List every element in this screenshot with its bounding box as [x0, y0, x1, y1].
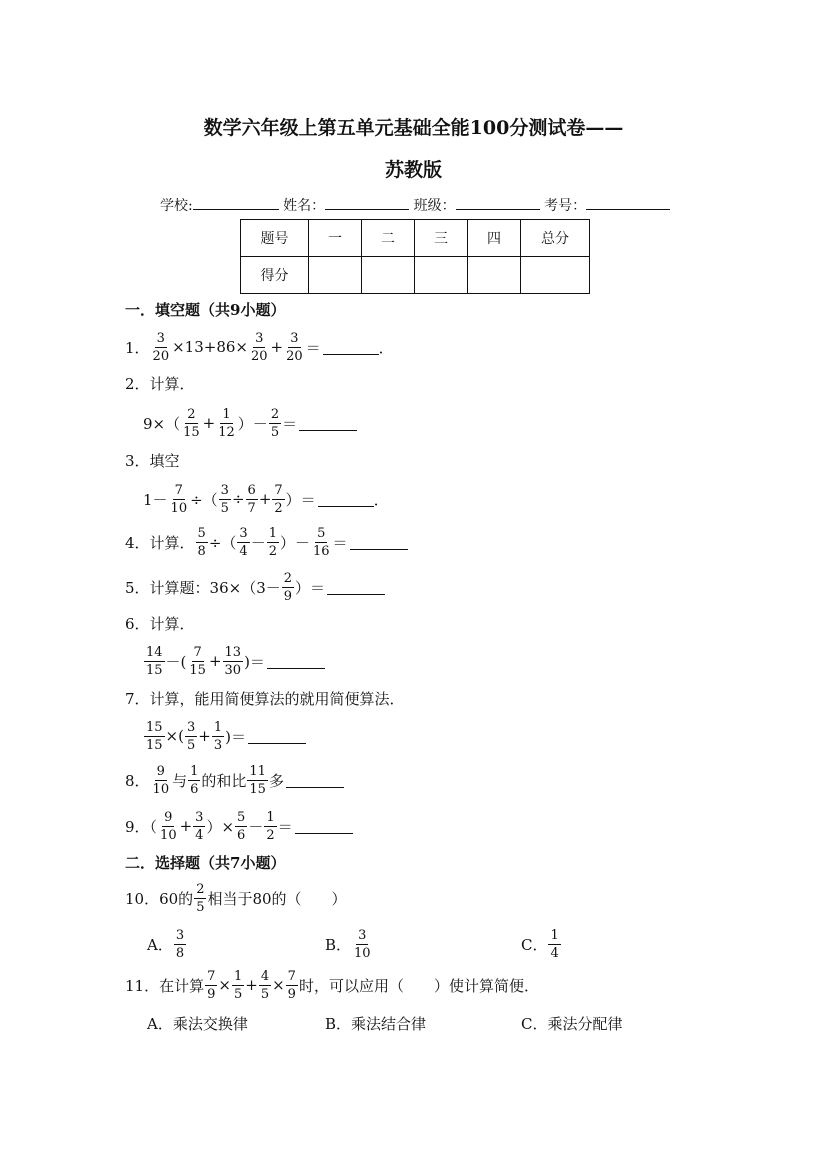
- answer-blank[interactable]: [248, 729, 306, 744]
- fraction: $\frac{2}{9}$: [283, 570, 293, 604]
- section-1-heading: 一．填空题（共9小题）: [125, 301, 286, 319]
- option-label: B．: [325, 935, 352, 954]
- fraction: $\frac{3}{4}$: [195, 809, 204, 843]
- q4-text: ）－: [279, 533, 310, 552]
- fraction: $\frac{15}{15}$: [146, 719, 163, 753]
- fraction: $\frac{3}{5}$: [220, 482, 229, 516]
- answer-blank[interactable]: [350, 535, 408, 550]
- question-1: [125, 327, 394, 367]
- fraction: $\frac{4}{5}$: [260, 968, 270, 1002]
- fraction: $\frac{7}{2}$: [274, 482, 283, 516]
- fraction: $\frac{1}{12}$: [218, 406, 235, 440]
- fraction: $\frac{5}{16}$: [313, 525, 330, 559]
- fraction: $\frac{3}{4}$: [239, 525, 248, 559]
- q10-text: 相当于80的（ ）: [207, 889, 347, 908]
- q8-text: 多: [268, 771, 284, 790]
- fraction: $\frac{1}{6}$: [190, 763, 199, 797]
- question-3: [143, 479, 389, 519]
- school-label: 学校:: [160, 198, 193, 214]
- question-5: [125, 567, 385, 607]
- question-11: [125, 965, 539, 1005]
- q3-text: ）＝: [285, 490, 316, 509]
- q11-text: ×: [218, 976, 231, 994]
- score-table-header: 四: [468, 220, 521, 257]
- q4-text: －: [250, 533, 266, 552]
- fraction: $\frac{3}{20}$: [250, 330, 268, 364]
- fraction: $\frac{7}{9}$: [207, 968, 216, 1002]
- score-cell[interactable]: [309, 257, 362, 294]
- fraction: $\frac{7}{10}$: [170, 482, 188, 516]
- fraction: $\frac{6}{7}$: [247, 482, 256, 516]
- q11-text: 时，可以应用（ ）使计算简便．: [298, 976, 539, 995]
- q2-text: ＝: [282, 414, 298, 433]
- q9-text: －: [248, 817, 264, 836]
- fraction: $\frac{1}{5}$: [233, 968, 243, 1002]
- q3-text: ÷: [231, 490, 245, 508]
- q11-option-c[interactable]: C．乘法分配律: [521, 1015, 623, 1033]
- q1-text: ＝: [305, 338, 321, 357]
- question-7: [143, 716, 306, 756]
- q8-text: 与: [172, 771, 188, 790]
- fraction: $\frac{3}{20}$: [152, 330, 170, 364]
- q9-text: ）×: [206, 817, 235, 836]
- q11-option-a[interactable]: A．乘法交换律: [147, 1015, 248, 1033]
- fraction: $\frac{13}{30}$: [224, 644, 242, 678]
- score-table-header: 题号: [241, 220, 309, 257]
- q4-text: ÷（: [208, 533, 237, 552]
- q9-text: ＝: [277, 817, 293, 836]
- fraction: $\frac{14}{15}$: [146, 644, 163, 678]
- fraction: $\frac{3}{5}$: [186, 719, 196, 753]
- fraction: $\frac{9}{10}$: [160, 809, 177, 843]
- answer-blank[interactable]: [327, 580, 385, 595]
- school-field[interactable]: [193, 195, 279, 210]
- q3-text: ．: [373, 490, 389, 509]
- q11-option-b[interactable]: B．乘法结合律: [325, 1015, 427, 1033]
- question-7-text: 7．计算，能用简便算法的就用简便算法．: [125, 690, 405, 708]
- q7-text: +: [198, 727, 211, 745]
- q1-text: ×13+86×: [172, 338, 248, 356]
- answer-blank[interactable]: [318, 492, 374, 507]
- fraction: $\frac{7}{9}$: [287, 968, 296, 1002]
- fraction: $\frac{5}{6}$: [237, 809, 246, 843]
- question-9: [125, 806, 353, 846]
- option-label: C．: [521, 935, 548, 954]
- score-row-label: 得分: [241, 257, 309, 294]
- score-table-header-row: [241, 220, 590, 257]
- fraction: $\frac{5}{8}$: [197, 525, 206, 559]
- score-table-header: 二: [362, 220, 415, 257]
- score-table-header: 一: [309, 220, 362, 257]
- fraction: $\frac{3}{10}$: [354, 927, 371, 961]
- q10-option-c[interactable]: [521, 924, 562, 964]
- question-6-text: 6．计算．: [125, 615, 195, 633]
- score-table-score-row: [241, 257, 590, 294]
- page-subtitle: 苏教版: [384, 159, 442, 181]
- q10-option-b[interactable]: [325, 924, 374, 964]
- fraction: $\frac{3}{20}$: [286, 330, 303, 364]
- q8-number: 8．: [125, 771, 150, 790]
- option-label: A．: [147, 935, 173, 954]
- question-6: [143, 641, 325, 681]
- q7-text: )＝: [225, 727, 246, 746]
- answer-blank[interactable]: [295, 819, 353, 834]
- q8-text: 的和比: [201, 771, 247, 790]
- name-field[interactable]: [325, 195, 409, 210]
- q7-text: ×(: [165, 727, 184, 745]
- score-cell[interactable]: [362, 257, 415, 294]
- q4-text: ＝: [332, 533, 348, 552]
- student-info-line: [160, 195, 670, 215]
- fraction: $\frac{2}{15}$: [183, 406, 200, 440]
- fraction: $\frac{9}{10}$: [152, 763, 170, 797]
- score-table-header: 三: [415, 220, 468, 257]
- class-label: 班级：: [413, 198, 456, 214]
- q3-text: 1－: [143, 490, 168, 509]
- score-cell[interactable]: [521, 257, 590, 294]
- q2-text: ）－: [237, 414, 268, 433]
- score-cell[interactable]: [415, 257, 468, 294]
- question-2: [143, 403, 357, 443]
- question-8: [125, 760, 344, 800]
- fraction: $\frac{11}{15}$: [249, 763, 266, 797]
- fraction: $\frac{2}{5}$: [196, 881, 205, 915]
- score-table: [240, 219, 590, 294]
- q9-text: +: [179, 817, 193, 835]
- q2-text: +: [202, 414, 216, 432]
- name-label: 姓名：: [283, 198, 326, 214]
- fraction: $\frac{1}{2}$: [268, 525, 277, 559]
- q6-text: －(: [165, 652, 187, 671]
- q6-text: +: [208, 652, 222, 670]
- fraction: $\frac{2}{5}$: [270, 406, 280, 440]
- answer-blank[interactable]: [286, 773, 344, 788]
- question-2-text: 2．计算．: [125, 375, 195, 393]
- q1-number: 1．: [125, 338, 150, 357]
- answer-blank[interactable]: [267, 654, 325, 669]
- score-table-header: 总分: [521, 220, 590, 257]
- exam-no-label: 考号：: [544, 198, 587, 214]
- q2-text: 9×（: [143, 414, 181, 433]
- q3-text: ÷（: [190, 490, 218, 509]
- page-title: 数学六年级上第五单元基础全能100分测试卷——: [203, 117, 624, 139]
- q3-text: +: [258, 490, 272, 508]
- q11-text: +: [245, 976, 258, 994]
- q11-text: 11．在计算: [125, 976, 205, 995]
- answer-blank[interactable]: [323, 340, 379, 355]
- q11-text: ×: [272, 976, 285, 994]
- score-cell[interactable]: [468, 257, 521, 294]
- fraction: $\frac{3}{8}$: [175, 927, 185, 961]
- question-10: [125, 878, 347, 918]
- fraction: $\frac{1}{3}$: [213, 719, 223, 753]
- section-2-heading: 二．选择题（共7小题）: [125, 854, 286, 872]
- q1-text: +: [270, 338, 284, 356]
- fraction: $\frac{1}{2}$: [266, 809, 275, 843]
- class-field[interactable]: [456, 195, 540, 210]
- q5-text: 5．计算题：36×（3－: [125, 578, 281, 597]
- fraction: $\frac{7}{15}$: [189, 644, 206, 678]
- q9-number: 9．（: [125, 817, 158, 836]
- q10-text: 10．60的: [125, 889, 194, 908]
- q4-text: 4．计算．: [125, 533, 195, 552]
- question-3-text: 3．填空: [125, 452, 180, 470]
- exam-no-field[interactable]: [586, 195, 670, 210]
- q5-text: ）＝: [295, 578, 326, 597]
- q10-option-a[interactable]: [147, 924, 187, 964]
- q6-text: )＝: [244, 652, 265, 671]
- answer-blank[interactable]: [299, 416, 357, 431]
- fraction: $\frac{1}{4}$: [550, 927, 559, 961]
- question-4: [125, 522, 408, 562]
- q1-text: ．: [378, 338, 394, 357]
